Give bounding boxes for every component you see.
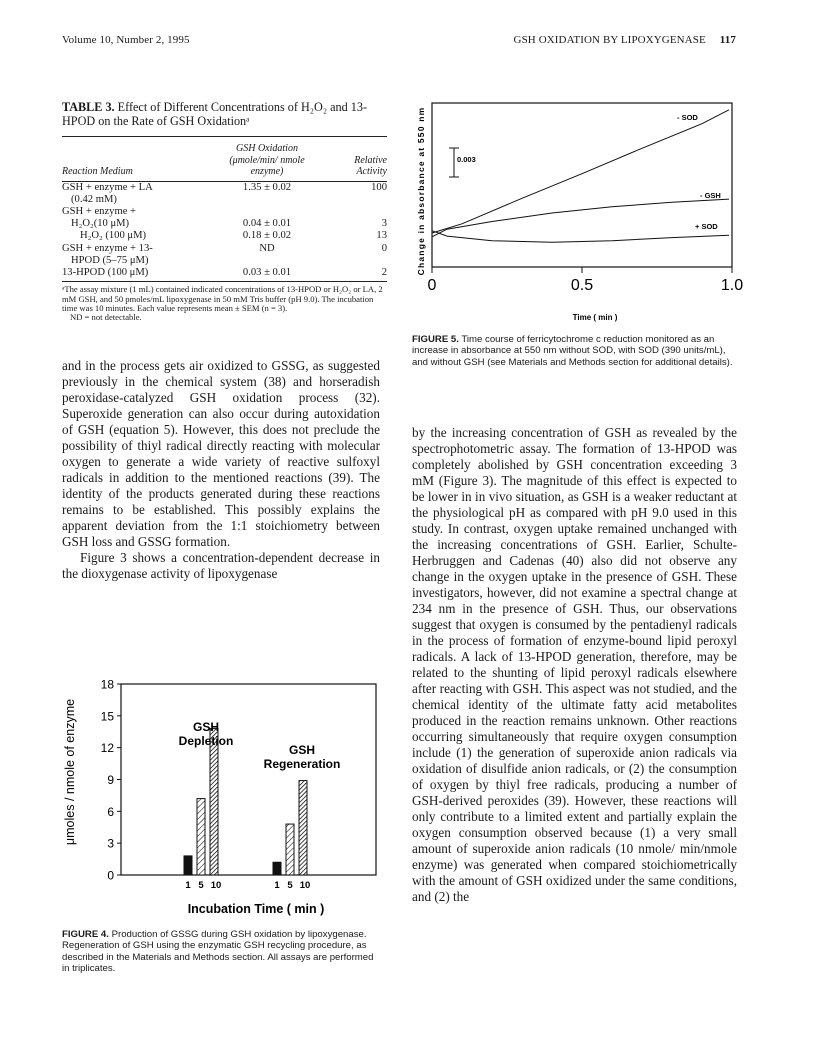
figure-5 xyxy=(410,95,744,325)
table-label: TABLE 3. xyxy=(62,100,115,114)
y-tick-label: 15 xyxy=(100,709,114,724)
table-cell: GSH + enzyme + LA xyxy=(62,181,153,193)
running-title: GSH OXIDATION BY LIPOXYGENASE xyxy=(513,34,706,46)
table-cell: 0.03 ± 0.01 xyxy=(242,266,292,278)
table-caption xyxy=(62,100,387,128)
table-cell: 100 xyxy=(371,181,387,193)
table-cell: H₂O₂(10 μM) xyxy=(71,218,130,230)
table-cell: 13 xyxy=(376,230,387,242)
table-row xyxy=(62,230,387,242)
table-row xyxy=(62,255,387,267)
plot-frame xyxy=(432,103,732,267)
paragraph: by the increasing concentration of GSH as revealed by the spectrophotometric assay. The formation of 13-HPOD was completely abolished by GSH concentration exceeding 3 mM (Figure 3). The magnitude of this effect is expected to be lower in in vivo situation, as GSH is a weaker reductant at the physiological pH as compared with pH 9.0 used in this study. In contrast, oxygen uptake remained unchanged with the increasing concentrations of GSH. Earlier, Schulte-Herbruggen and Cadenas (40) also did not observe any change in the oxygen uptake in the presence of GSH. These investigators, however, did not examine a spectral change at 234 nm in the presence of GSH. Thus, our observations suggest that oxygen is consumed by the pentadienyl radicals in the process of formation of enzyme-bound lipid peroxyl radicals. A lack of 13-HPOD generation, therefore, may be related to the shunting of lipid peroxyl radicals elsewhere after reacting with GSH. This aspect was not studied, and the chemical identity of the ultimate fatty acid metabolites produced in the reaction remains unknown. Other reactions occurring simultaneously that require oxygen consumption include (1) the generation of superoxide anion radicals via oxidation of disulfide anion radicals, or (2) the consumption of oxygen by thiyl free radicals, producing a number of GSH-derived peroxides (39). However, these reactions will only contribute to a limited extent and partially explain the oxygen consumption observed because (1) a very small amount of superoxide anion radicals (10 nmole/ min/nmole enzyme) was generated when compared stoichiometrically with the amount of GSH oxidized under the same conditions, and (2) the xyxy=(412,425,737,904)
table-cell: 0.04 ± 0.01 xyxy=(242,218,292,230)
table-cell xyxy=(212,206,322,218)
bar xyxy=(197,799,205,875)
x-axis-label: Time ( min ) xyxy=(572,313,618,322)
table-cell: 13-HPOD (100 μM) xyxy=(62,266,149,278)
page-number: 117 xyxy=(719,34,736,46)
x-tick-label: 10 xyxy=(210,880,222,891)
y-axis-label: Change in absorbance at 550 nm xyxy=(416,106,426,276)
header-reaction-medium: Reaction Medium xyxy=(62,137,212,182)
y-tick-label: 9 xyxy=(107,773,114,787)
y-tick-label: 12 xyxy=(100,741,114,756)
paragraph: and in the process gets air oxidized to GSSG, as suggested previously in the chemical system (38) and horseradish peroxidase-catalyzed GSH oxidation process (32). Superoxide generation can also occur during autoxidation of GSH (equation 5). However, this does not preclude the possibility of thiyl radical directly reacting with molecular oxygen to generate a wide variety of reactive sulfoxyl radicals in addition to the mentioned reactions (39). The identity of the products generated during these reactions remains to be established. This possibly explains the apparent deviation from the 1:1 stoichiometry between GSH loss and GSSG formation. xyxy=(62,358,380,549)
x-tick-label: 5 xyxy=(287,880,293,891)
table-row xyxy=(62,194,387,206)
x-tick-label: 5 xyxy=(198,880,204,891)
table-cell xyxy=(322,255,387,267)
figure-4 xyxy=(56,672,386,922)
table-cell: HPOD (5–75 μM) xyxy=(71,254,149,266)
table-cell xyxy=(322,206,387,218)
x-tick-label: 0 xyxy=(427,277,437,294)
table-cell xyxy=(322,194,387,206)
table-row xyxy=(62,206,387,218)
table-footnote: ᵃThe assay mixture (1 mL) contained indicated concentrations of 13-HPOD or H₂O₂ or LA, 2 mM GSH, and 50 pmoles/mL lipoxygenase in 50 mM Tris buffer (pH 9.0). The incubation time was 10 minutes. Each value represents mean ± SEM (n = 3). xyxy=(62,284,383,313)
table-row xyxy=(62,181,387,194)
bar xyxy=(210,729,218,875)
x-tick-label: 1.0 xyxy=(720,277,744,294)
series-label: + SOD xyxy=(695,222,718,231)
table-footnote-nd: ND = not detectable. xyxy=(70,312,142,323)
table-cell xyxy=(212,255,322,267)
left-column-text xyxy=(62,358,380,582)
table-caption-text: Effect of Different Concentrations of H₂O₂ and 13-HPOD on the Rate of GSH Oxidationᵃ xyxy=(62,100,368,128)
figure-5-caption-text: Time course of ferricytochrome c reduction monitored as an increase in absorbance at 550 nm without SOD, with SOD (390 units/mL), and without GSH (see Materials and Methods section for additional details). xyxy=(412,334,733,368)
group-label: GSH xyxy=(288,743,316,757)
y-axis-label: μmoles / nmole of enzyme xyxy=(63,698,77,846)
x-axis-label: Incubation Time ( min ) xyxy=(187,902,325,916)
bar xyxy=(299,781,307,875)
table-cell: H₂O₂ (100 μM) xyxy=(80,230,147,242)
header-relative-activity: Relative Activity xyxy=(322,137,387,182)
series-label: - SOD xyxy=(677,113,698,122)
table-row xyxy=(62,218,387,230)
header-gsh-oxidation: GSH Oxidation (μmole/min/ nmole enzyme) xyxy=(212,137,322,182)
group-label: Regeneration xyxy=(263,757,341,771)
series-line xyxy=(432,110,729,233)
figure-4-chart xyxy=(56,672,386,922)
x-tick-label: 1 xyxy=(274,880,280,891)
x-tick-label: 10 xyxy=(299,880,311,891)
series-label: - GSH xyxy=(700,191,721,200)
table-row xyxy=(62,243,387,255)
table-3 xyxy=(62,100,387,323)
figure-4-label: FIGURE 4. xyxy=(62,929,109,940)
table-cell: ND xyxy=(259,242,275,254)
figure-5-label: FIGURE 5. xyxy=(412,334,459,345)
table-cell: 1.35 ± 0.02 xyxy=(242,181,292,193)
group-label: Depletion xyxy=(178,734,234,748)
y-tick-label: 3 xyxy=(107,836,114,851)
figure-4-caption xyxy=(62,929,380,975)
x-tick-label: 1 xyxy=(185,880,191,891)
running-head-title xyxy=(445,34,736,46)
table-cell: 0 xyxy=(381,242,387,254)
table-cell xyxy=(212,194,322,206)
bar xyxy=(286,824,294,875)
figure-5-caption xyxy=(412,334,737,368)
series-line xyxy=(432,231,729,243)
figure-4-caption-text: Production of GSSG during GSH oxidation by lipoxygenase. Regeneration of GSH using the enzymatic GSH recycling procedure, as described in the Materials and Methods section. All assays are performed in triplicates. xyxy=(62,929,374,975)
table-cell: 3 xyxy=(381,218,387,230)
plot-frame xyxy=(121,684,376,875)
right-column-text xyxy=(412,425,737,905)
y-tick-label: 0 xyxy=(107,868,114,883)
bar xyxy=(184,856,192,875)
table-3-grid xyxy=(62,136,387,282)
group-label: GSH xyxy=(192,720,220,734)
table-cell: GSH + enzyme + 13- xyxy=(62,242,153,254)
table-cell: GSH + enzyme + xyxy=(62,205,137,217)
bar xyxy=(273,862,281,875)
y-tick-label: 18 xyxy=(100,677,114,692)
x-tick-label: 0.5 xyxy=(570,277,594,294)
table-row xyxy=(62,267,387,282)
table-cell: (0.42 mM) xyxy=(71,193,117,205)
y-tick-label: 6 xyxy=(107,804,114,819)
figure-5-chart xyxy=(410,95,744,325)
paragraph: Figure 3 shows a concentration-dependent decrease in the dioxygenase activity of lipoxygenase xyxy=(62,550,380,581)
table-header-row xyxy=(62,137,387,182)
table-cell: 2 xyxy=(381,266,387,278)
scale-bar-label: 0.003 xyxy=(457,155,476,164)
table-cell: 0.18 ± 0.02 xyxy=(242,230,292,242)
running-head-volume: Volume 10, Number 2, 1995 xyxy=(62,34,190,46)
